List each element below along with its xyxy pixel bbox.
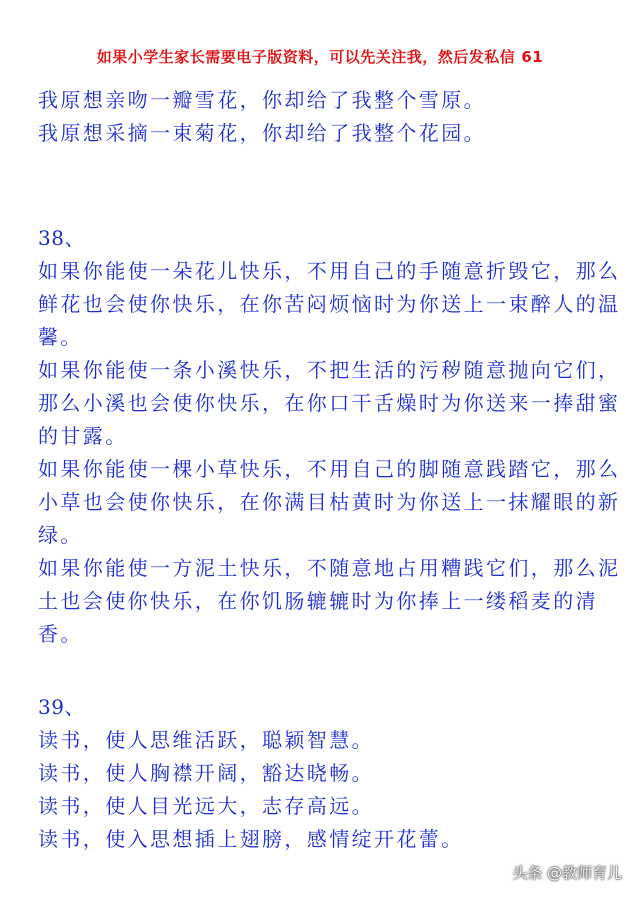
header-text: 如果小学生家长需要电子版资料，可以先关注我，然后发私信 <box>96 48 516 66</box>
section-38-line: 绿。 <box>38 523 83 547</box>
section-38-line: 鲜花也会使你快乐，在你苦闷烦恼时为你送上一束醉人的温 <box>38 292 621 316</box>
section-38-line: 如果你能使一朵花儿快乐，不用自己的手随意折毁它，那么 <box>38 259 621 283</box>
section-39-line: 读书，使人胸襟开阔，豁达晓畅。 <box>38 761 374 785</box>
section-38-line: 如果你能使一方泥土快乐，不随意地占用糟践它们，那么泥 <box>38 556 621 580</box>
header-number: 61 <box>521 48 544 66</box>
watermark: 头条 @教师育儿 <box>512 864 622 882</box>
spacer <box>38 150 608 222</box>
document-body <box>38 84 621 856</box>
intro-line: 我原想亲吻一瓣雪花，你却给了我整个雪原。 <box>38 88 486 112</box>
section-39-line: 读书，使入思想插上翅膀，感情绽开花蕾。 <box>38 827 464 851</box>
section-39-label: 39、 <box>38 695 85 719</box>
intro-line: 我原想采摘一束菊花，你却给了我整个花园。 <box>38 121 486 145</box>
section-39-line: 读书，使人思维活跃，聪颖智慧。 <box>38 728 374 752</box>
section-38-line: 的甘露。 <box>38 424 128 448</box>
spacer <box>38 651 608 691</box>
header-notice <box>0 46 640 67</box>
section-38-label: 38、 <box>38 226 85 250</box>
section-38-line: 土也会使你快乐，在你饥肠辘辘时为你捧上一缕稻麦的清 <box>38 589 598 613</box>
section-38-line: 如果你能使一条小溪快乐，不把生活的污秽随意抛向它们， <box>38 358 621 382</box>
section-38-line: 馨。 <box>38 325 83 349</box>
section-38-line: 如果你能使一棵小草快乐，不用自己的脚随意践踏它，那么 <box>38 457 621 481</box>
section-38-line: 小草也会使你快乐，在你满目枯黄时为你送上一抹耀眼的新 <box>38 490 621 514</box>
section-38-line: 香。 <box>38 622 83 646</box>
section-39-line: 读书，使人目光远大，志存高远。 <box>38 794 374 818</box>
section-38-line: 那么小溪也会使你快乐，在你口干舌燥时为你送来一捧甜蜜 <box>38 391 621 415</box>
